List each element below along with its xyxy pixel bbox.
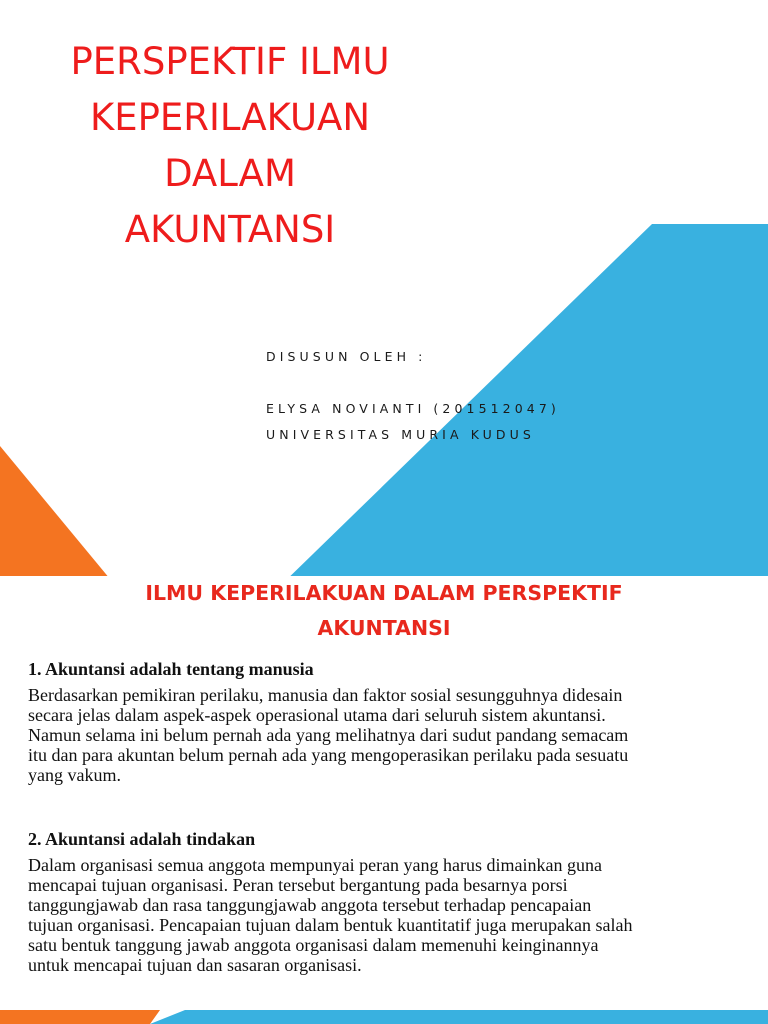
body-line: Berdasarkan pemikiran perilaku, manusia dan faktor sosial sesungguhnya didesain [28, 685, 623, 705]
section-akuntansi-manusia [28, 658, 750, 785]
body-line: yang vakum. [28, 765, 121, 785]
byline [266, 344, 746, 448]
title-line: PERSPEKTIF ILMU [70, 40, 390, 83]
body-line: secara jelas dalam aspek-aspek operasional utama dari seluruh sistem akuntansi. [28, 705, 606, 725]
body-line: satu bentuk tanggung jawab anggota organisasi dalam memenuhi keinginannya [28, 935, 599, 955]
section-heading: 1. Akuntansi adalah tentang manusia [28, 659, 314, 679]
body-line: tanggungjawab dan rasa tanggungjawab anggota tersebut terhadap pencapaian [28, 895, 592, 915]
byline-label: DISUSUN OLEH : [266, 349, 427, 364]
title-line: DALAM [164, 152, 296, 195]
body-line: itu dan para akuntan belum pernah ada yang mengoperasikan perilaku pada sesuatu [28, 745, 629, 765]
byline-spacer [266, 370, 746, 396]
section-body [28, 855, 750, 975]
section-heading: 2. Akuntansi adalah tindakan [28, 829, 256, 849]
body-line: Dalam organisasi semua anggota mempunyai peran yang harus dimainkan guna [28, 855, 603, 875]
body-line: tujuan organisasi. Pencapaian tujuan dalam bentuk kuantitatif juga merupakan salah [28, 915, 633, 935]
peek-blue-shape [150, 1010, 768, 1024]
title-line: KEPERILAKUAN [89, 96, 371, 139]
peek-orange-shape [0, 1010, 160, 1024]
body-line: Namun selama ini belum pernah ada yang melihatnya dari sudut pandang semacam [28, 725, 629, 745]
content-title [70, 576, 698, 646]
content-title-line: AKUNTANSI [317, 616, 451, 640]
content-title-line: ILMU KEPERILAKUAN DALAM PERSPEKTIF [145, 581, 623, 605]
body-line: mencapai tujuan organisasi. Peran tersebut bergantung pada besarnya porsi [28, 875, 568, 895]
byline-author: ELYSA NOVIANTI (201512047) [266, 401, 560, 416]
section-akuntansi-tindakan [28, 828, 750, 975]
title-line: AKUNTANSI [124, 208, 336, 251]
next-slide-peek [0, 1010, 768, 1024]
content-slide [0, 576, 768, 1024]
section-body [28, 685, 750, 785]
body-line: untuk mencapai tujuan dan sasaran organisasi. [28, 955, 362, 975]
presentation-title [20, 34, 440, 258]
byline-institution: UNIVERSITAS MURIA KUDUS [266, 427, 535, 442]
